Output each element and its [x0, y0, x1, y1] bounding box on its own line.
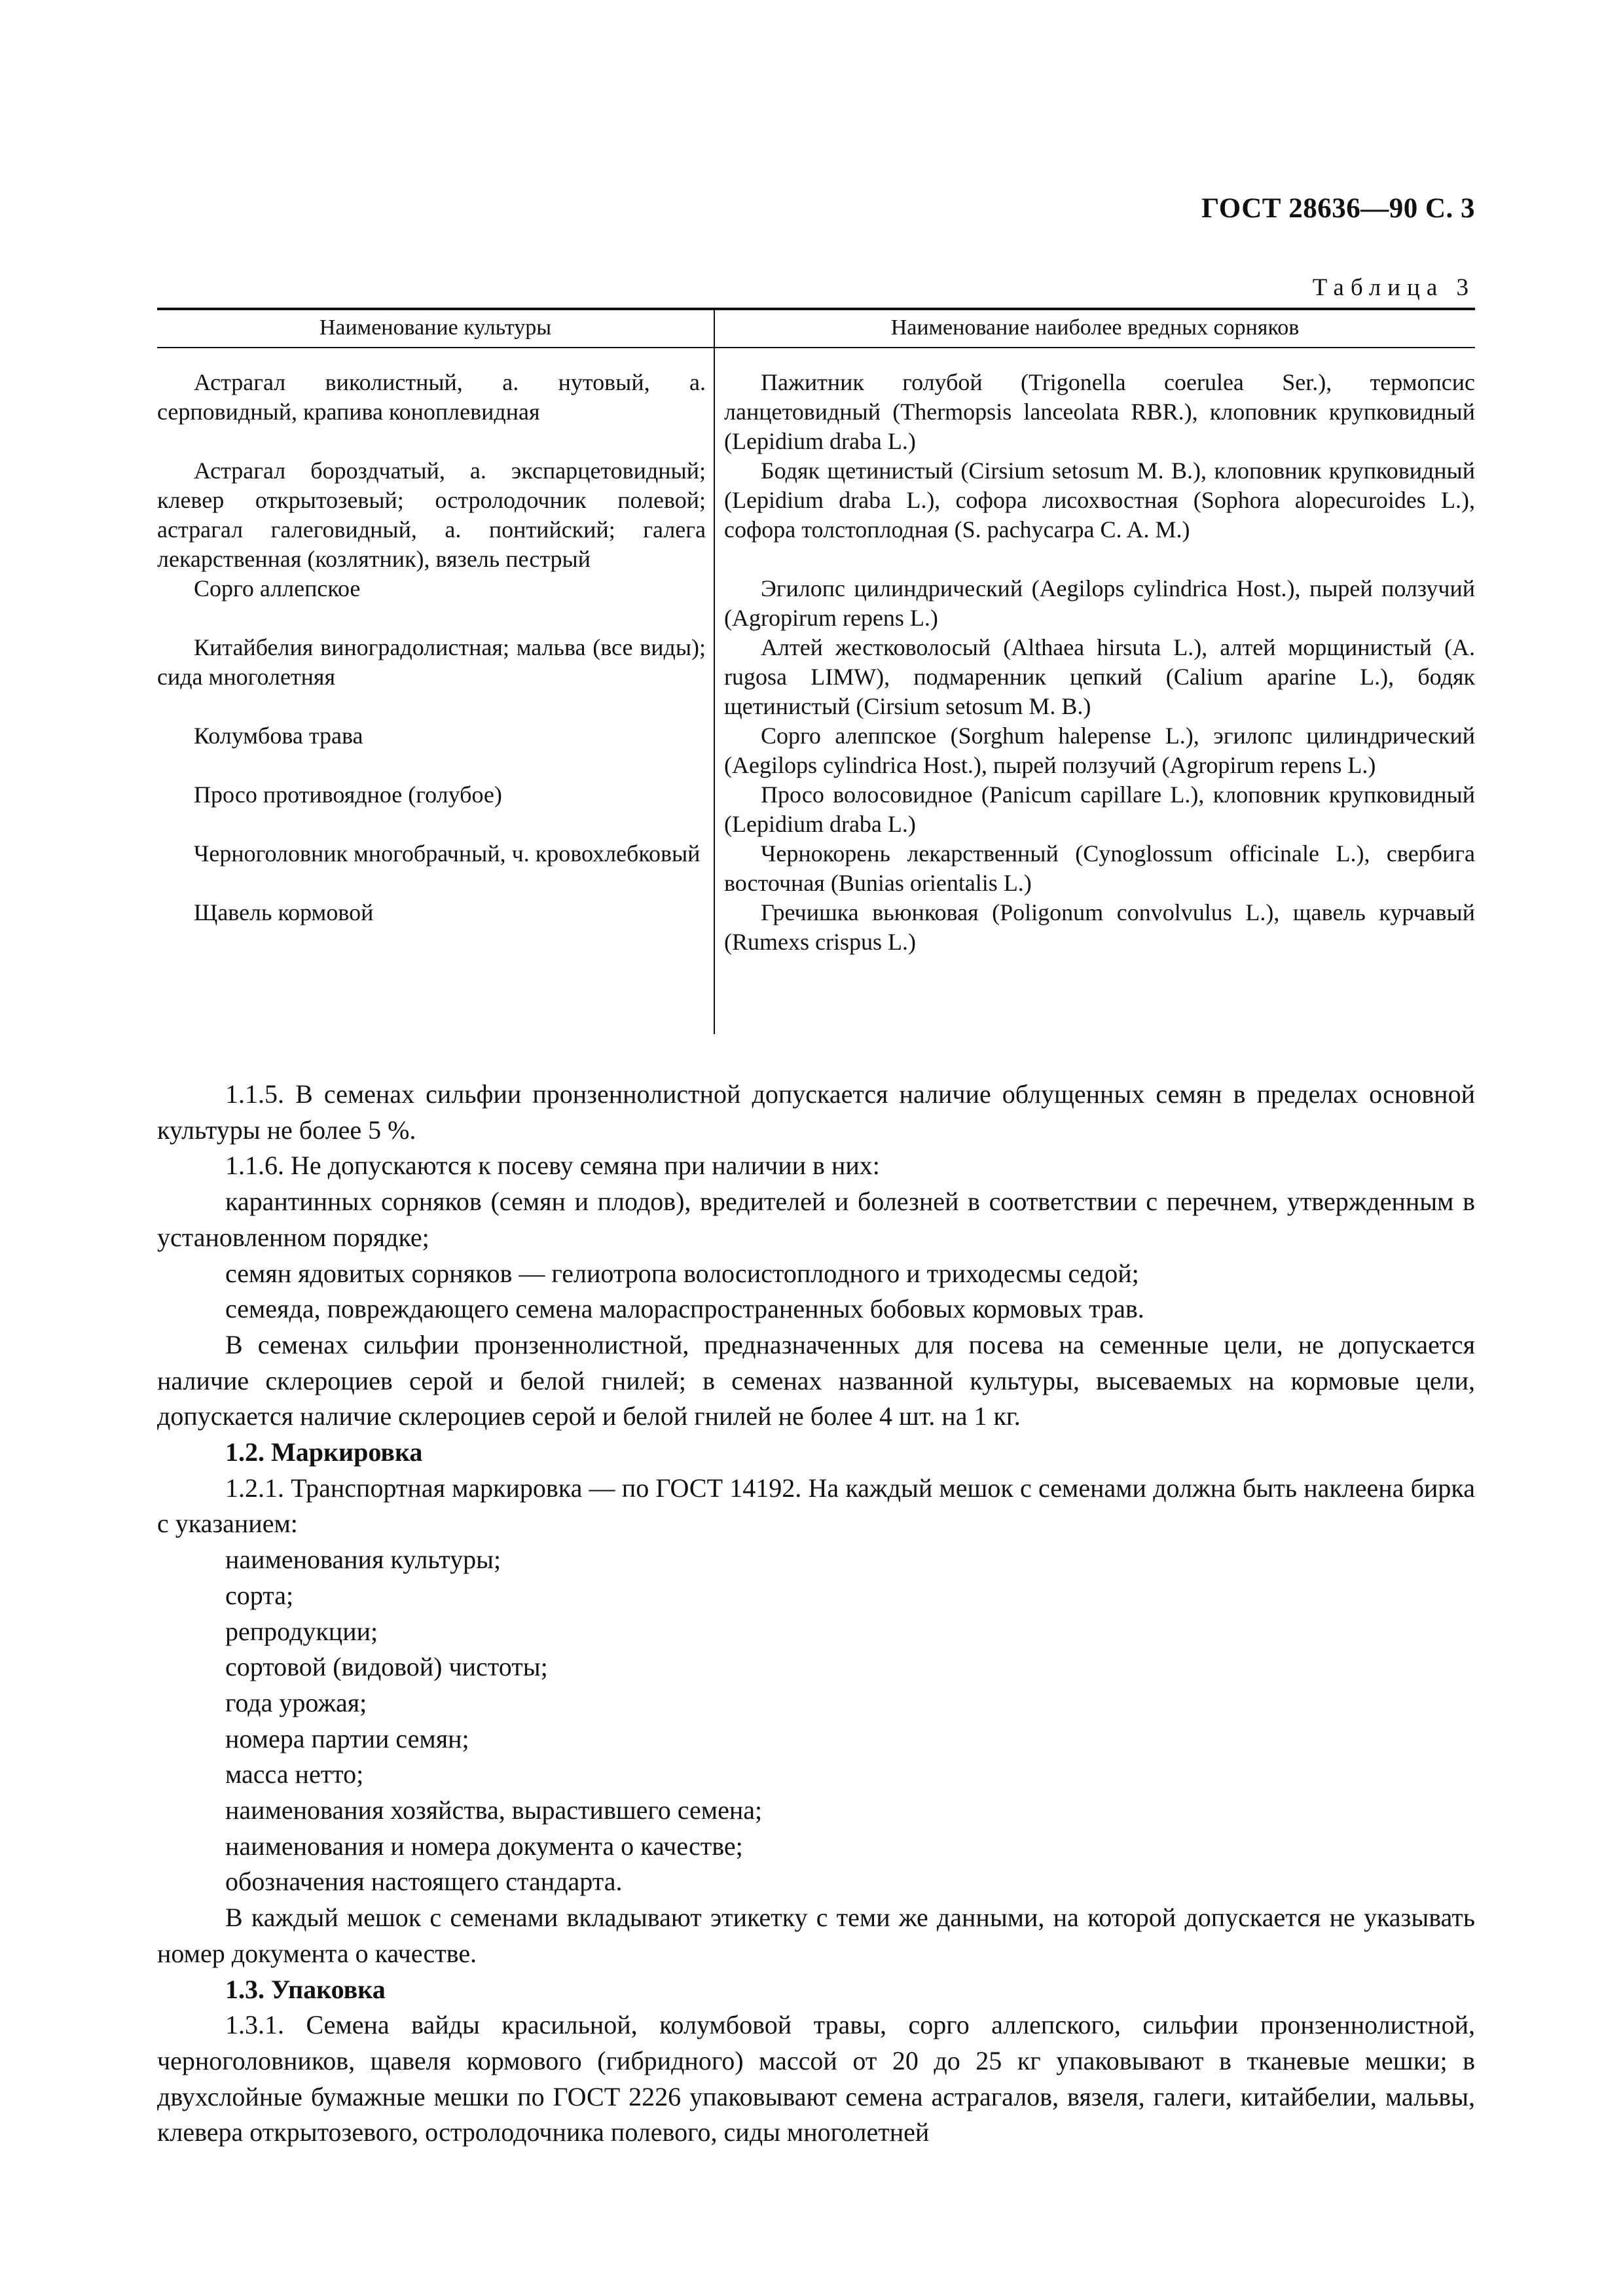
paragraph-1-2-1: 1.2.1. Транспортная маркировка — по ГОСТ 14192. На каждый мешок с семенами должна быть наклеена бирка с указанием:	[157, 1473, 1475, 1539]
paragraph-sclerotia: В семенах сильфии пронзеннолистной, предназначенных для посева на семенные цели, не допускается наличие склероциев серой и белой гнилей; в семенах названной культуры, высеваемых на кормовые цели, допускается наличие склероциев серой и белой гнилей не более 4 шт. на 1 кг.	[157, 1329, 1475, 1431]
page-header: ГОСТ 28636—90 С. 3	[1201, 193, 1475, 224]
list-item: наименования и номера документа о качестве;	[225, 1831, 743, 1861]
list-item: сортовой (видовой) чистоты;	[225, 1652, 548, 1682]
table-row	[157, 780, 1475, 839]
paragraph-1-1-6: 1.1.6. Не допускаются к посеву семяна при наличии в них:	[225, 1151, 880, 1181]
crop-cell: Китайбелия виноградолистная; мальва (все виды); сида многолетняя	[157, 634, 706, 690]
weeds-cell: Просо волосовидное (Panicum capillare L.), клоповник крупковидный (Lepidium draba L.)	[724, 781, 1475, 837]
table-top-rule	[157, 308, 1475, 310]
section-heading-marking: 1.2. Маркировка	[225, 1437, 423, 1467]
list-item: масса нетто;	[225, 1759, 364, 1789]
table-row	[157, 898, 1475, 957]
column-header-weeds: Наименование наиболее вредных сорняков	[890, 315, 1300, 340]
weeds-cell: Сорго алеппское (Sorghum halepense L.), эгилопс цилиндрический (Aegilops cylindrica Host.), пырей ползучий (Agropirum repens L.)	[724, 723, 1475, 778]
list-item: репродукции;	[225, 1616, 378, 1646]
paragraph-1-1-5: 1.1.5. В семенах сильфии пронзеннолистной допускается наличие облущенных семян в пределах основной культуры не более 5 %.	[157, 1079, 1475, 1145]
list-item: обозначения настоящего стандарта.	[225, 1867, 623, 1897]
paragraph-poisonous: семян ядовитых сорняков — гелиотропа волосистоплодного и триходесмы седой;	[225, 1258, 1139, 1288]
table-row	[157, 633, 1475, 721]
weeds-cell: Пажитник голубой (Trigonella coerulea Ser.), термопсис ланцетовидный (Thermopsis lanceolata RBR.), клоповник крупковидный (Lepidium draba L.)	[724, 369, 1475, 454]
list-item: номера партии семян;	[225, 1723, 469, 1753]
list-item: наименования культуры;	[225, 1545, 501, 1575]
weeds-cell: Эгилопс цилиндрический (Aegilops cylindrica Host.), пырей ползучий (Agropirum repens L.)	[724, 575, 1475, 631]
paragraph-label-insert: В каждый мешок с семенами вкладывают этикетку с теми же данными, на которой допускается не указывать номер документа о качестве.	[157, 1903, 1475, 1968]
table-row	[157, 839, 1475, 898]
body-text	[157, 1077, 1475, 2151]
crop-cell: Черноголовник многобрачный, ч. кровохлебковый	[194, 840, 701, 867]
table-label: Таблица 3	[1312, 274, 1475, 301]
crop-cell: Колумбова трава	[194, 723, 363, 749]
crop-cell: Астрагал виколистный, а. нутовый, а. серповидный, крапива коноплевидная	[157, 369, 706, 425]
table-row	[157, 456, 1475, 574]
section-heading-packaging: 1.3. Упаковка	[225, 1974, 386, 2004]
table-header-rule	[157, 347, 1475, 348]
crop-cell: Сорго аллепское	[194, 575, 361, 601]
crop-cell: Щавель кормовой	[194, 899, 374, 925]
weeds-cell: Гречишка вьюнковая (Poligonum convolvulus L.), щавель курчавый (Rumexs crispus L.)	[724, 899, 1475, 955]
paragraph-1-3-1: 1.3.1. Семена вайды красильной, колумбовой травы, сорго аллепского, сильфии пронзеннолистной, черноголовников, щавеля кормового (гибридного) массой от 20 до 25 кг упаковывают в тканевые мешки; в двухслойные бумажные мешки по ГОСТ 2226 упаковывают семена астрагалов, вязеля, галеги, китайбелии, мальвы, клевера открытозевого, остролодочника полевого, сиды многолетней	[157, 2010, 1475, 2147]
weeds-cell: Алтей жестковолосый (Althaea hirsuta L.), алтей морщинистый (A. rugosa LIMW), подмаренник цепкий (Calium aparine L.), бодяк щетинистый (Cirsium setosum M. B.)	[724, 634, 1475, 719]
crop-cell: Просо противоядное (голубое)	[194, 781, 502, 808]
list-item: наименования хозяйства, вырастившего семена;	[225, 1795, 763, 1825]
paragraph-seed-eater: семеяда, повреждающего семена малораспространенных бобовых кормовых трав.	[225, 1294, 1144, 1324]
table-body	[157, 368, 1475, 957]
table-row	[157, 368, 1475, 456]
list-item: года урожая;	[225, 1687, 367, 1717]
table-row	[157, 574, 1475, 633]
table-row	[157, 721, 1475, 780]
weeds-cell: Чернокорень лекарственный (Cynoglossum officinale L.), свербига восточная (Bunias orientalis L.)	[724, 840, 1475, 896]
paragraph-quarantine: карантинных сорняков (семян и плодов), вредителей и болезней в соответствии с перечнем, утвержденным в установленном порядке;	[157, 1187, 1475, 1252]
column-header-crop: Наименование культуры	[319, 315, 552, 340]
weeds-cell: Бодяк щетинистый (Cirsium setosum M. B.), клоповник крупковидный (Lepidium draba L.), софора лисохвостная (Sophora alopecuroides L.), софора толстоплодная (S. pachycarpa C. A. M.)	[724, 457, 1475, 543]
list-item: сорта;	[225, 1580, 294, 1610]
crop-cell: Астрагал бороздчатый, а. экспарцетовидный; клевер открытозевый; остролодочник полевой; астрагал галеговидный, а. понтийский; галега лекарственная (козлятник), вязель пестрый	[157, 457, 706, 572]
